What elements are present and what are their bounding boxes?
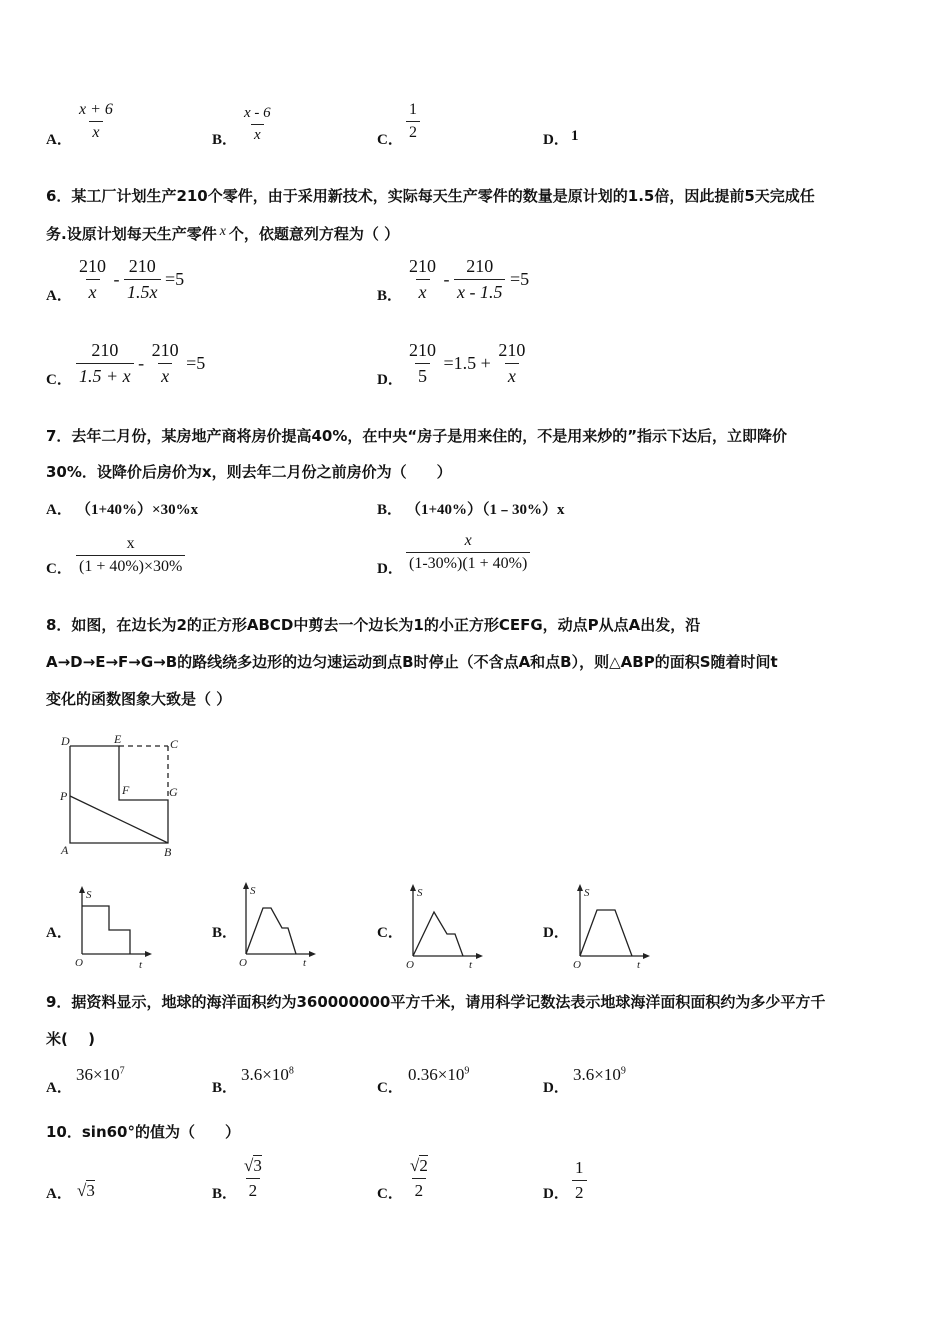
q6-c-rhs: =5 <box>186 353 206 373</box>
q6-variable-x: x <box>219 224 226 239</box>
q5-a-numerator: x + 6 <box>79 101 113 118</box>
q10-b-denominator: 2 <box>246 1178 261 1201</box>
graph-c-curve <box>413 912 463 956</box>
q6-b-num1: 210 <box>409 256 436 276</box>
graph-c-label-o: O <box>406 959 414 970</box>
q6-c-den1: 1.5 + x <box>76 363 134 387</box>
q10-option-c-label: C． <box>377 1186 403 1202</box>
q5-a-denominator: x <box>89 121 102 142</box>
graph-d-label-s: S <box>584 887 590 899</box>
graph-b-x-arrow <box>309 951 316 957</box>
q10-option-a-label: A． <box>46 1186 72 1202</box>
q8-graph-a <box>72 884 152 970</box>
q9-d-base: 3.6×10 <box>573 1065 621 1084</box>
graph-a-label-t: t <box>139 959 143 970</box>
q5-option-a-label: A． <box>46 132 72 148</box>
graph-a-y-arrow <box>79 886 85 893</box>
q8-option-d-label: D． <box>543 925 569 941</box>
q5-option-d-label: D． <box>543 132 569 148</box>
graph-a-label-o: O <box>75 957 83 969</box>
q6-c-num1: 210 <box>91 340 119 360</box>
q5-option-d-value: 1 <box>571 128 579 144</box>
graph-d-label-o: O <box>573 959 581 970</box>
q6-c-num2: 210 <box>151 340 179 360</box>
q8-option-a-label: A． <box>46 925 72 941</box>
q6-c-operator: - <box>138 353 145 373</box>
graph-b-y-arrow <box>243 882 249 889</box>
q6-a-den1: x <box>86 279 100 303</box>
graph-c-label-s: S <box>417 887 423 899</box>
q9-option-c-label: C． <box>377 1080 403 1096</box>
q10-option-c-fraction <box>407 1156 431 1201</box>
q10-option-d-label: D． <box>543 1186 569 1202</box>
q5-c-numerator: 1 <box>409 101 417 118</box>
q7-d-numerator: x <box>464 532 472 549</box>
q9-d-exponent: 9 <box>620 1065 626 1077</box>
q6-option-b-label: B． <box>377 288 403 304</box>
q9-a-base: 36×10 <box>76 1065 120 1084</box>
q6-b-den1: x <box>416 279 430 303</box>
graph-b-curve <box>246 908 296 954</box>
figure-label-a: A <box>61 843 69 857</box>
q10-option-a-value <box>77 1181 95 1201</box>
q6-a-rhs: =5 <box>165 269 185 289</box>
radical-icon: √ <box>77 1181 87 1200</box>
q6-d-num2: 210 <box>498 340 526 360</box>
q10-stem: 10．sin60°的值为（ ） <box>46 1123 240 1141</box>
q5-option-c-label: C． <box>377 132 403 148</box>
q7-c-denominator: (1 + 40%)×30% <box>76 555 185 576</box>
q6-option-b-equation <box>406 256 529 303</box>
q8-stem-line2: A→D→E→F→G→B的路线绕多边形的边匀速运动到点B时停止（不含点A和点B），则△ABP的面积S随着时间t <box>46 653 778 671</box>
q7-d-denominator: (1-30%)(1 + 40%) <box>406 552 530 573</box>
q7-option-b-label: B． <box>377 502 403 518</box>
q10-c-radicand: 2 <box>419 1156 428 1175</box>
q8-graph-c <box>403 882 483 970</box>
q7-option-c-label: C． <box>46 561 72 577</box>
q6-b-num2: 210 <box>466 256 494 276</box>
q6-d-num1: 210 <box>409 340 436 360</box>
q10-c-denominator: 2 <box>412 1178 427 1201</box>
q9-a-exponent: 7 <box>119 1065 125 1077</box>
figure-label-b: B <box>164 845 172 859</box>
q6-option-c-label: C． <box>46 372 72 388</box>
q9-stem-line2: 米( ) <box>46 1030 95 1048</box>
q6-stem-line2 <box>46 222 399 244</box>
q5-option-b-fraction <box>241 105 274 144</box>
q8-square-figure <box>52 730 192 860</box>
q5-b-numerator: x - 6 <box>244 105 271 121</box>
q6-b-operator: - <box>443 269 450 289</box>
q6-stem-line2-end: 个，依题意列方程为（ ） <box>228 225 400 243</box>
graph-d-x-arrow <box>643 953 650 959</box>
q8-stem-line3: 变化的函数图象大致是（ ） <box>46 690 232 708</box>
q9-option-b-value <box>241 1065 294 1085</box>
q7-option-a-text: （1+40%）×30%x <box>76 502 199 518</box>
q6-a-den2: 1.5x <box>124 279 161 303</box>
q6-option-a-label: A． <box>46 288 72 304</box>
q9-option-d-label: D． <box>543 1080 569 1096</box>
q9-option-c-value <box>408 1065 469 1085</box>
q6-d-den1: 5 <box>415 363 430 387</box>
q9-c-exponent: 9 <box>464 1065 470 1077</box>
q6-option-d-label: D． <box>377 372 403 388</box>
graph-a-x-arrow <box>145 951 152 957</box>
figure-polygon <box>70 746 168 843</box>
q7-option-d-fraction <box>406 532 530 573</box>
q10-option-b-fraction <box>241 1156 265 1201</box>
q7-c-numerator: x <box>126 535 135 552</box>
q7-stem-line2: 30%．设降价后房价为x，则去年二月份之前房价为（ ） <box>46 463 452 481</box>
q10-d-denominator: 2 <box>572 1180 587 1203</box>
graph-c-x-arrow <box>476 953 483 959</box>
graph-c-label-t: t <box>469 959 473 970</box>
q5-option-c-fraction <box>406 101 420 142</box>
q5-c-denominator: 2 <box>406 121 420 142</box>
q9-stem-line1: 9．据资料显示，地球的海洋面积约为360000000平方千米，请用科学记数法表示地球海洋面积面积约为多少平方千 <box>46 993 826 1011</box>
graph-d-label-t: t <box>637 959 641 970</box>
q6-b-den2: x - 1.5 <box>454 279 505 303</box>
q6-c-den2: x <box>158 363 172 387</box>
graph-d-curve <box>580 910 632 956</box>
q9-option-a-label: A． <box>46 1080 72 1096</box>
q8-stem-line1: 8．如图，在边长为2的正方形ABCD中剪去一个边长为1的小正方形CEFG，动点P从点A出发，沿 <box>46 616 701 634</box>
figure-label-c: C <box>170 737 179 751</box>
q9-c-base: 0.36×10 <box>408 1065 465 1084</box>
q7-stem-line1: 7．去年二月份，某房地产商将房价提高40%，在中央“房子是用来住的，不是用来炒的”指示下达后，立即降价 <box>46 427 788 445</box>
q6-a-operator: - <box>113 269 120 289</box>
figure-label-g: G <box>169 785 178 799</box>
radical-icon: √ <box>244 1156 254 1175</box>
q8-option-c-label: C． <box>377 925 403 941</box>
graph-c-y-arrow <box>410 884 416 891</box>
q10-option-b-label: B． <box>212 1186 238 1202</box>
q5-option-a-fraction <box>76 101 116 142</box>
figure-label-e: E <box>114 732 122 746</box>
q10-option-d-fraction <box>572 1158 587 1203</box>
graph-a-curve <box>82 906 130 954</box>
q9-option-a-value <box>76 1065 125 1085</box>
graph-b-label-o: O <box>239 957 247 969</box>
q10-a-radicand: 3 <box>86 1181 95 1200</box>
q5-b-denominator: x <box>251 124 264 144</box>
q9-b-exponent: 8 <box>288 1065 294 1077</box>
q6-stem-line1: 6．某工厂计划生产210个零件，由于采用新技术，实际每天生产零件的数量是原计划的1.5倍，因此提前5天完成任 <box>46 187 815 205</box>
graph-b-label-s: S <box>250 885 256 897</box>
figure-label-f: F <box>122 783 130 797</box>
radical-icon: √ <box>410 1156 420 1175</box>
graph-b-label-t: t <box>303 957 307 969</box>
q6-option-a-equation <box>76 256 184 303</box>
q8-option-b-label: B． <box>212 925 238 941</box>
q6-b-rhs: =5 <box>509 269 530 289</box>
q7-option-c-fraction <box>76 535 185 576</box>
q6-option-d-equation <box>406 340 528 387</box>
q7-option-a-label: A． <box>46 502 72 518</box>
q9-option-b-label: B． <box>212 1080 238 1096</box>
q9-b-base: 3.6×10 <box>241 1065 289 1084</box>
q8-graph-b <box>236 880 316 970</box>
q6-a-num1: 210 <box>79 256 106 276</box>
q10-d-numerator: 1 <box>575 1158 584 1177</box>
figure-label-d: D <box>61 734 70 748</box>
q6-stem-line2-start: 务.设原计划每天生产零件 <box>46 225 217 243</box>
q7-option-b-text: （1+40%）（1﹣30%）x <box>406 502 565 518</box>
q9-option-d-value <box>573 1065 626 1085</box>
q6-d-den2: x <box>505 363 519 387</box>
q6-d-middle: =1.5 + <box>443 353 491 373</box>
q10-b-radicand: 3 <box>253 1156 262 1175</box>
graph-a-label-s: S <box>86 889 92 901</box>
q7-option-d-label: D． <box>377 561 403 577</box>
graph-d-y-arrow <box>577 884 583 891</box>
figure-label-p: P <box>60 789 68 803</box>
q6-option-c-equation <box>76 340 205 387</box>
q8-graph-d <box>570 882 650 970</box>
q6-a-num2: 210 <box>128 256 156 276</box>
q5-option-b-label: B． <box>212 132 238 148</box>
figure-segment-pb <box>70 796 168 843</box>
